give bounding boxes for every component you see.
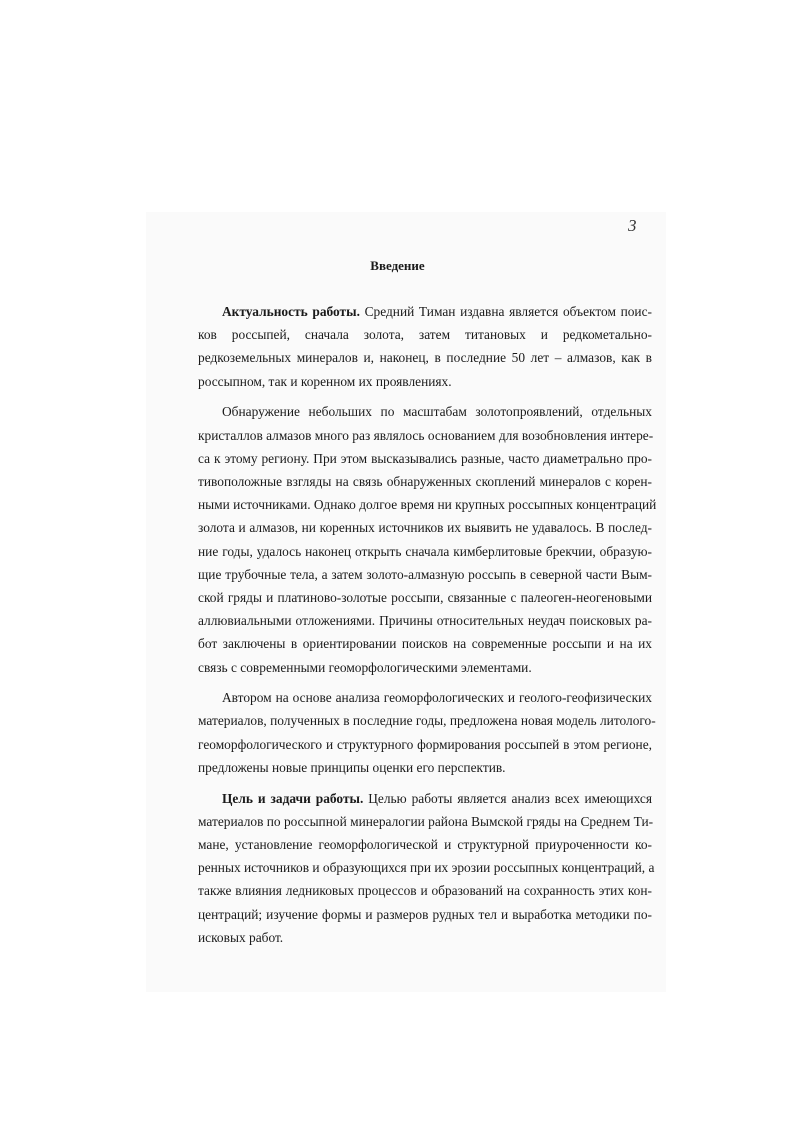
text-line: редкоземельных минералов и, наконец, в последние 50 лет – алмазов, как в xyxy=(198,350,652,366)
text-line: центраций; изучение формы и размеров рудных тел и выработка методики по- xyxy=(198,906,652,922)
text-line: ние годы, удалось наконец открыть сначала кимберлитовые брекчии, образую- xyxy=(198,543,652,559)
page-number: 3 xyxy=(628,216,637,235)
text-line: мане, установление геоморфологической и структурной приуроченности ко- xyxy=(198,836,652,852)
text-line: ренных источников и образующихся при их эрозии россыпных концентраций, а xyxy=(198,860,655,876)
text-line: Актуальность работы. Средний Тиман издавна является объектом поис- xyxy=(222,304,652,319)
text-line: ской гряды и платиново-золотые россыпи, связанные с палеоген-неогеновыми xyxy=(198,589,652,605)
text-line: са к этому региону. При этом высказывались разные, часто диаметрально про- xyxy=(198,450,652,466)
text-line: ными источниками. Однако долгое время ни крупных россыпных концентраций xyxy=(198,497,657,513)
text-line: Цель и задачи работы. Целью работы является анализ всех имеющихся xyxy=(222,790,652,806)
text-line: связь с современными геоморфологическими элементами. xyxy=(198,659,532,675)
text-line: Обнаружение небольших по масштабам золотопроявлений, отдельных xyxy=(222,404,652,420)
text-line: ков россыпей, сначала золота, затем титановых и редкометально- xyxy=(198,327,652,343)
section-title: Введение xyxy=(370,258,425,273)
text-line: материалов, полученных в последние годы, предложена новая модель литолого- xyxy=(198,713,656,729)
text-line: материалов по россыпной минералогии района Вымской гряды на Среднем Ти- xyxy=(198,813,654,829)
paragraph-lead: Цель и задачи работы. xyxy=(222,790,364,806)
text-line: также влияния ледниковых процессов и образований на сохранность этих кон- xyxy=(198,883,652,899)
text-line: Автором на основе анализа геоморфологических и геолого-геофизических xyxy=(222,690,652,706)
body-text xyxy=(198,300,657,949)
text-line: исковых работ. xyxy=(198,929,284,945)
text-line: бот заключены в ориентировании поисков на современные россыпи и на их xyxy=(198,636,652,652)
paragraph-goals xyxy=(198,787,655,949)
text-line: геоморфологического и структурного формирования россыпей в этом регионе, xyxy=(198,736,652,752)
text-line: предложены новые принципы оценки его перспектив. xyxy=(198,759,506,775)
text-line: щие трубочные тела, а затем золото-алмазную россыпь в северной части Вым- xyxy=(198,566,652,582)
text-line: тивоположные взгляды на связь обнаруженных скоплений минералов с корен- xyxy=(198,473,652,489)
text-line: аллювиальными отложениями. Причины относительных неудач поисковых ра- xyxy=(198,613,652,629)
paragraph-author-model xyxy=(198,686,656,779)
text-line: россыпном, так и коренном их проявлениях. xyxy=(198,373,452,389)
text-line: золота и алмазов, ни коренных источников их выявить не удавалось. В послед- xyxy=(198,520,652,536)
paragraph-discovery xyxy=(198,400,657,678)
paragraph-relevance xyxy=(198,300,652,393)
paragraph-lead: Актуальность работы. xyxy=(222,304,360,319)
text-line: кристаллов алмазов много раз являлось основанием для возобновления интере- xyxy=(198,427,654,443)
